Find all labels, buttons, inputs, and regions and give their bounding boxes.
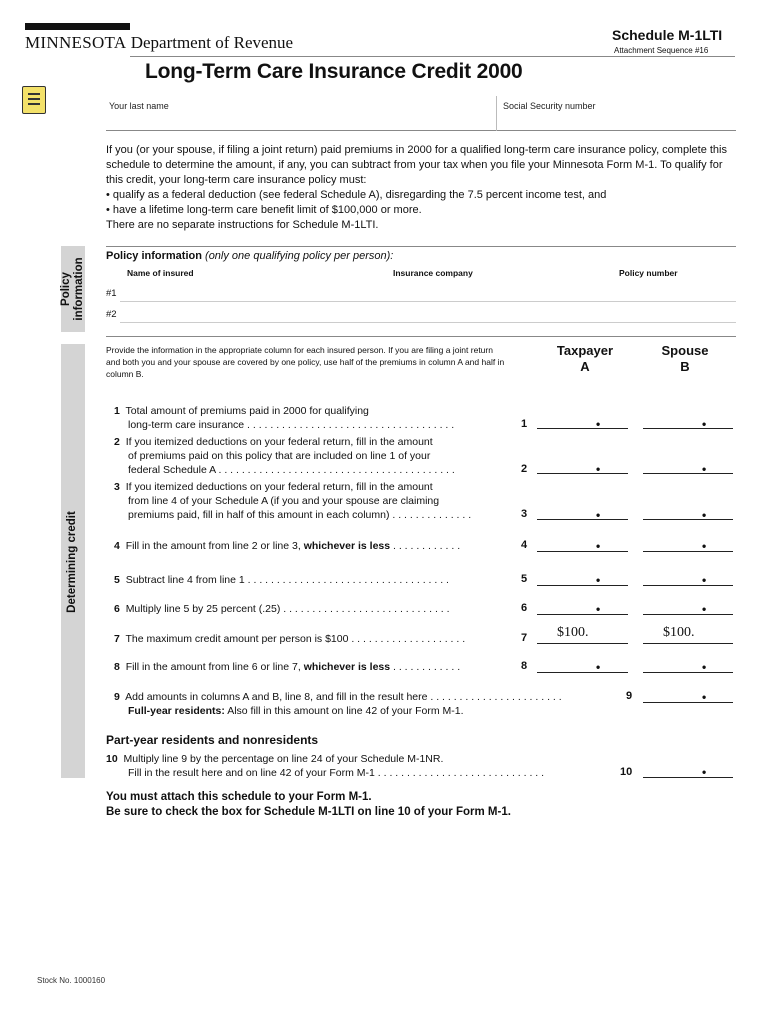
line-7-b-field — [643, 643, 733, 644]
line-9-text-b: Also fill in this amount on line 42 of your Form M-1. — [224, 705, 464, 717]
line-5-ref: 5 — [521, 573, 528, 585]
attachment-sequence: Attachment Sequence #16 — [614, 46, 709, 55]
column-b-letter: B — [680, 359, 690, 374]
intro-text — [106, 143, 736, 233]
line-9-decimal: • — [702, 690, 707, 704]
line-3-text-a: If you itemized deductions on your federal return, fill in the amount — [125, 481, 433, 493]
line-3-text-c: premiums paid, fill in half of this amount in each column) . . . . . . . . . . . . . . — [128, 509, 472, 521]
line-2-text — [114, 435, 455, 477]
policy-heading — [106, 250, 393, 262]
line-6-text-a: Multiply line 5 by 25 percent (.25) . . . . . . . . . . . . . . . . . . . . . . . . . . . . . — [125, 603, 450, 615]
line-6-a-decimal: • — [596, 602, 601, 616]
intro-bullet-2: • have a lifetime long-term care benefit limit of $100,000 or more. — [106, 204, 422, 216]
ssn-label: Social Security number — [503, 101, 596, 111]
column-b-title: Spouse — [661, 343, 709, 358]
line-7-text — [114, 632, 465, 646]
column-a-header — [540, 343, 630, 375]
brand-dept: Department of Revenue — [130, 33, 294, 52]
line-3-number: 3 — [114, 481, 120, 493]
last-name-label: Your last name — [109, 101, 169, 111]
intro-bullet-1: • qualify as a federal deduction (see federal Schedule A), disregarding the 7.5 percent income test, and — [106, 189, 607, 201]
line-4-text-a: Fill in the amount from line 2 or line 3, — [125, 540, 301, 552]
line-9-number: 9 — [114, 691, 120, 703]
line-10-number: 10 — [106, 753, 118, 765]
line-3-b-input[interactable] — [643, 519, 733, 520]
header-rule — [130, 56, 735, 57]
line-8-a-decimal: • — [596, 660, 601, 674]
line-4-b-decimal: • — [702, 539, 707, 553]
line-5-a-input[interactable] — [537, 585, 628, 586]
line-3-a-input[interactable] — [537, 519, 628, 520]
policy-top-rule — [106, 246, 736, 247]
notepad-icon — [22, 86, 46, 114]
line-6-ref: 6 — [521, 602, 528, 614]
line-1-b-input[interactable] — [643, 428, 733, 429]
line-3-b-decimal: • — [702, 508, 707, 522]
page-title: Long-Term Care Insurance Credit 2000 — [145, 60, 523, 83]
partyear-heading: Part-year residents and nonresidents — [106, 733, 319, 747]
credit-sidebar-label: Determining credit — [66, 511, 78, 613]
line-6-b-decimal: • — [702, 602, 707, 616]
line-5-b-decimal: • — [702, 573, 707, 587]
policy-label-2: information — [73, 257, 85, 321]
line-10-text-a: Multiply line 9 by the percentage on line 24 of your Schedule M-1NR. — [123, 753, 444, 765]
line-9-ref: 9 — [626, 690, 633, 702]
line-4-a-decimal: • — [596, 539, 601, 553]
line-4-text-b: whichever is less — [303, 540, 391, 552]
line-7-ref: 7 — [521, 632, 528, 644]
line-10-input[interactable] — [643, 777, 733, 778]
line-8-text-a: Fill in the amount from line 6 or line 7, — [125, 661, 301, 673]
provide-instructions: Provide the information in the appropriate column for each insured person. If you are filing a joint return and both you and your spouse are covered by one policy, use half of the premiums in column A and half in column B. — [106, 345, 505, 379]
line-3-a-decimal: • — [596, 508, 601, 522]
header-bar — [25, 23, 130, 30]
brand-state: MINNESOTA — [25, 33, 127, 52]
line-10-decimal: • — [702, 765, 707, 779]
line-8-text — [114, 660, 460, 674]
closing-notice — [106, 790, 511, 820]
line-10-text — [106, 752, 544, 780]
line-1-a-decimal: • — [596, 417, 601, 431]
line-9-input[interactable] — [643, 702, 733, 703]
col-name-insured: Name of insured — [127, 268, 194, 278]
line-2-ref: 2 — [521, 463, 528, 475]
line-5-a-decimal: • — [596, 573, 601, 587]
line-7-a-field — [537, 643, 628, 644]
line-8-a-input[interactable] — [537, 672, 628, 673]
line-1-text-b: long-term care insurance . . . . . . . . . . . . . . . . . . . . . . . . . . . . . . . . . . . . — [128, 419, 455, 431]
line-4-ref: 4 — [521, 539, 528, 551]
policy-bottom-rule — [106, 336, 736, 337]
line-6-a-input[interactable] — [537, 614, 628, 615]
line-8-text-b: whichever is less — [303, 661, 391, 673]
line-3-text-b: from line 4 of your Schedule A (if you and your spouse are claiming — [128, 495, 440, 507]
schedule-name: Schedule M-1LTI — [612, 27, 723, 43]
policy-heading-note: (only one qualifying policy per person): — [205, 250, 394, 262]
line-5-text-a: Subtract line 4 from line 1 . . . . . . . . . . . . . . . . . . . . . . . . . . . . . . . . . . . — [125, 574, 449, 586]
column-a-title: Taxpayer — [556, 343, 614, 358]
line-1-b-decimal: • — [702, 417, 707, 431]
line-7-text-a: The maximum credit amount per person is $100 . . . . . . . . . . . . . . . . . . . . — [125, 633, 466, 645]
line-2-a-decimal: • — [596, 462, 601, 476]
stock-number: Stock No. 1000160 — [37, 976, 106, 985]
line-5-number: 5 — [114, 574, 120, 586]
policy-row-1-field[interactable] — [120, 301, 736, 302]
policy-row-2-field[interactable] — [120, 322, 736, 323]
line-1-a-input[interactable] — [537, 428, 628, 429]
line-8-ref: 8 — [521, 660, 528, 672]
line-7-a-value: $100. — [557, 625, 589, 640]
line-2-text-c: federal Schedule A . . . . . . . . . . . . . . . . . . . . . . . . . . . . . . . . . . . . . . . . . — [128, 464, 455, 476]
line-2-a-input[interactable] — [537, 473, 628, 474]
line-9-fullyear-label: Full-year residents: — [128, 705, 225, 717]
column-a-letter: A — [580, 359, 590, 374]
line-5-b-input[interactable] — [643, 585, 733, 586]
line-4-text — [114, 539, 460, 553]
line-4-text-c: . . . . . . . . . . . . — [390, 540, 461, 552]
line-2-number: 2 — [114, 436, 120, 448]
line-1-text-a: Total amount of premiums paid in 2000 for qualifying — [125, 405, 369, 417]
field-divider — [496, 96, 497, 131]
col-policy-number: Policy number — [619, 268, 678, 278]
closing-line-1: You must attach this schedule to your Form M-1. — [106, 791, 372, 803]
line-1-number: 1 — [114, 405, 120, 417]
line-7-b-value: $100. — [663, 625, 695, 640]
col-insurance-company: Insurance company — [393, 268, 473, 278]
line-8-text-c: . . . . . . . . . . . . — [390, 661, 461, 673]
intro-paragraph: If you (or your spouse, if filing a joint return) paid premiums in 2000 for a qualified long-term care insurance policy, complete this schedule to determine the amount, if any, you can subtract from your tax when you file your Minnesota Form M-1. To qualify for this credit, your long-term care insurance policy must: — [106, 144, 727, 186]
line-2-b-input[interactable] — [643, 473, 733, 474]
intro-note: There are no separate instructions for Schedule M-1LTI. — [106, 219, 379, 231]
policy-row-2-label: #2 — [106, 309, 117, 320]
line-2-b-decimal: • — [702, 462, 707, 476]
line-8-b-decimal: • — [702, 660, 707, 674]
line-4-number: 4 — [114, 540, 120, 552]
line-10-ref: 10 — [620, 766, 633, 778]
line-3-text — [114, 480, 471, 522]
line-2-text-b: of premiums paid on this policy that are included on line 1 of your — [128, 450, 431, 462]
line-3-ref: 3 — [521, 508, 528, 520]
line-4-a-input[interactable] — [537, 551, 628, 552]
line-10-text-b: Fill in the result here and on line 42 of your Form M-1 . . . . . . . . . . . . . . . . . . . . . . . . . . . . . — [128, 767, 545, 779]
policy-heading-title: Policy information — [106, 250, 202, 262]
last-name-field[interactable] — [106, 130, 736, 131]
line-5-text — [114, 573, 449, 587]
line-1-ref: 1 — [521, 418, 528, 430]
line-6-b-input[interactable] — [643, 614, 733, 615]
line-9-text-a: Add amounts in columns A and B, line 8, and fill in the result here . . . . . . . . . . . . . . . . . . . . . . . — [125, 691, 562, 703]
line-6-text — [114, 602, 450, 616]
line-7-number: 7 — [114, 633, 120, 645]
line-9-text — [114, 690, 562, 718]
policy-sidebar-label — [60, 239, 86, 339]
column-b-header — [640, 343, 730, 375]
line-6-number: 6 — [114, 603, 120, 615]
line-8-b-input[interactable] — [643, 672, 733, 673]
policy-row-1-label: #1 — [106, 288, 117, 299]
line-4-b-input[interactable] — [643, 551, 733, 552]
department-logo — [25, 33, 293, 53]
closing-line-2: Be sure to check the box for Schedule M-1LTI on line 10 of your Form M-1. — [106, 806, 511, 818]
line-1-text — [114, 404, 454, 432]
line-8-number: 8 — [114, 661, 120, 673]
policy-label-1: Policy — [60, 272, 72, 306]
line-2-text-a: If you itemized deductions on your federal return, fill in the amount — [125, 436, 433, 448]
